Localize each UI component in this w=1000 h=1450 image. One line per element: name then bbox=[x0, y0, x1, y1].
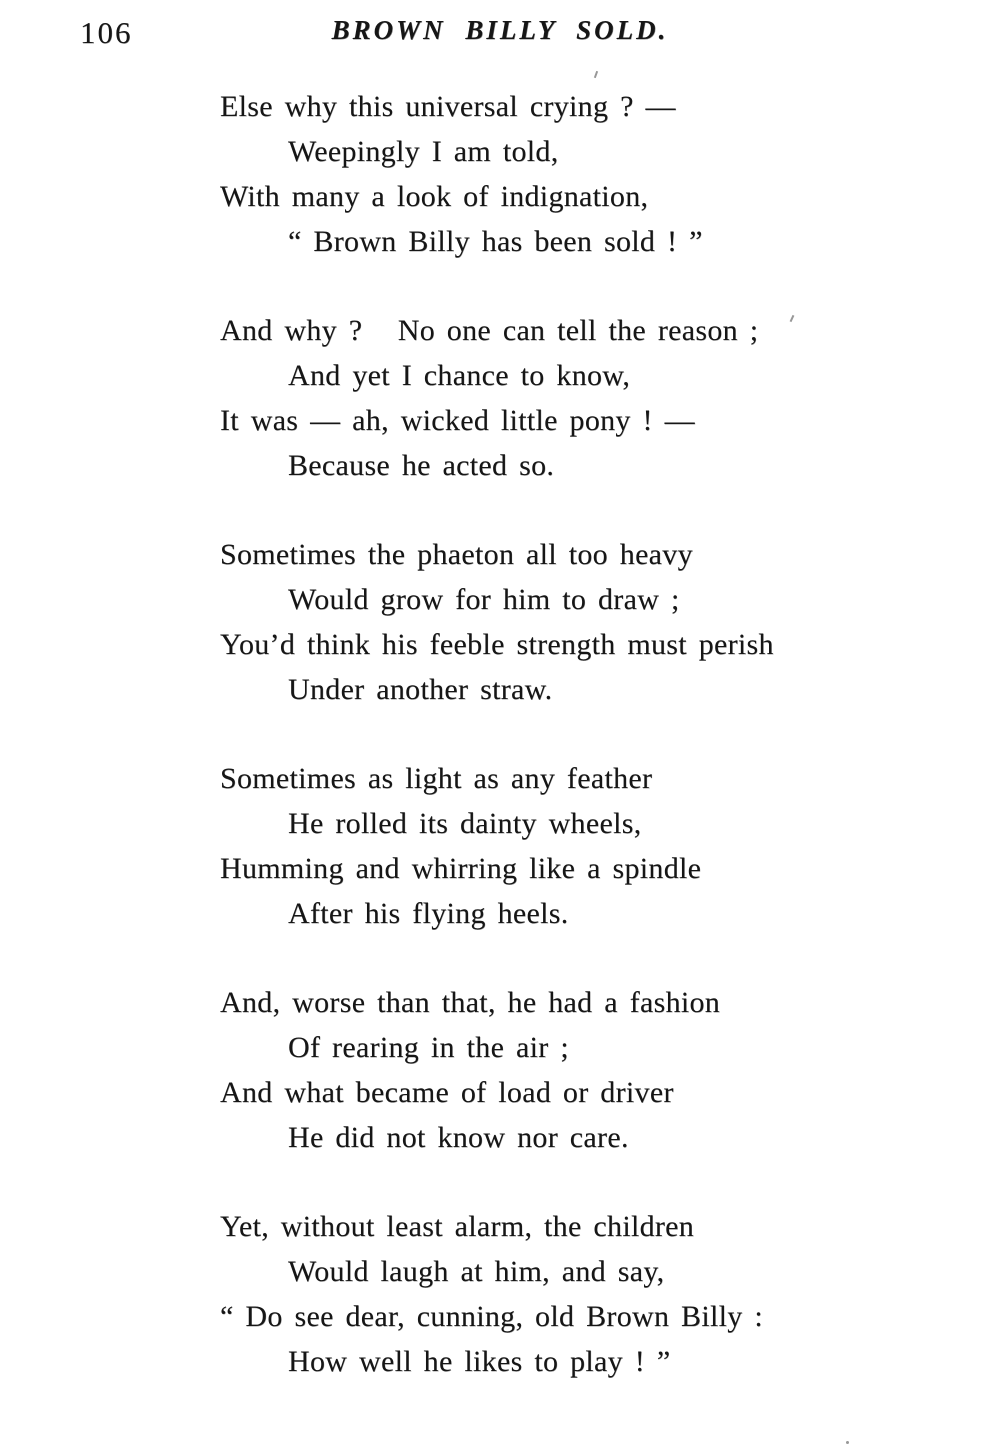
stanza-2 bbox=[220, 308, 980, 488]
poem-line: Under another straw. bbox=[288, 673, 553, 706]
poem-line: Humming and whirring like a spindle bbox=[220, 852, 702, 885]
stanza-4 bbox=[220, 756, 980, 936]
scan-speck bbox=[846, 1441, 849, 1444]
stanza-6 bbox=[220, 1204, 980, 1384]
poem-body bbox=[220, 84, 980, 1428]
scan-speck bbox=[594, 71, 598, 78]
running-title: BROWN BILLY SOLD. bbox=[331, 15, 669, 45]
page-header bbox=[0, 14, 1000, 54]
stanza-1 bbox=[220, 84, 980, 264]
poem-line: And yet I chance to know, bbox=[288, 359, 631, 392]
stanza-3 bbox=[220, 532, 980, 712]
poem-line: And what became of load or driver bbox=[220, 1076, 674, 1109]
poem-line: And why ? No one can tell the reason ; bbox=[220, 314, 759, 347]
poem-line: Else why this universal crying ? — bbox=[220, 90, 676, 123]
page-number: 106 bbox=[80, 15, 133, 50]
poem-line: Because he acted so. bbox=[288, 449, 555, 482]
poem-line: He rolled its dainty wheels, bbox=[288, 807, 642, 840]
poem-line: With many a look of indignation, bbox=[220, 180, 649, 213]
poem-line: Weepingly I am told, bbox=[288, 135, 559, 168]
poem-line: “ Do see dear, cunning, old Brown Billy : bbox=[220, 1300, 764, 1333]
poem-line: Yet, without least alarm, the children bbox=[220, 1210, 695, 1243]
poem-line: Would laugh at him, and say, bbox=[288, 1255, 665, 1288]
stanza-5 bbox=[220, 980, 980, 1160]
poem-line: Of rearing in the air ; bbox=[288, 1031, 569, 1064]
poem-line: You’d think his feeble strength must perish bbox=[220, 628, 774, 661]
poem-line: It was — ah, wicked little pony ! — bbox=[220, 404, 695, 437]
poem-line: Would grow for him to draw ; bbox=[288, 583, 680, 616]
poem-line: After his flying heels. bbox=[288, 897, 569, 930]
poem-line: And, worse than that, he had a fashion bbox=[220, 986, 721, 1019]
poem-line: Sometimes as light as any feather bbox=[220, 762, 653, 795]
poem-line: Sometimes the phaeton all too heavy bbox=[220, 538, 693, 571]
poem-line: He did not know nor care. bbox=[288, 1121, 629, 1154]
poem-line: “ Brown Billy has been sold ! ” bbox=[288, 225, 703, 258]
poem-line: How well he likes to play ! ” bbox=[288, 1345, 671, 1378]
